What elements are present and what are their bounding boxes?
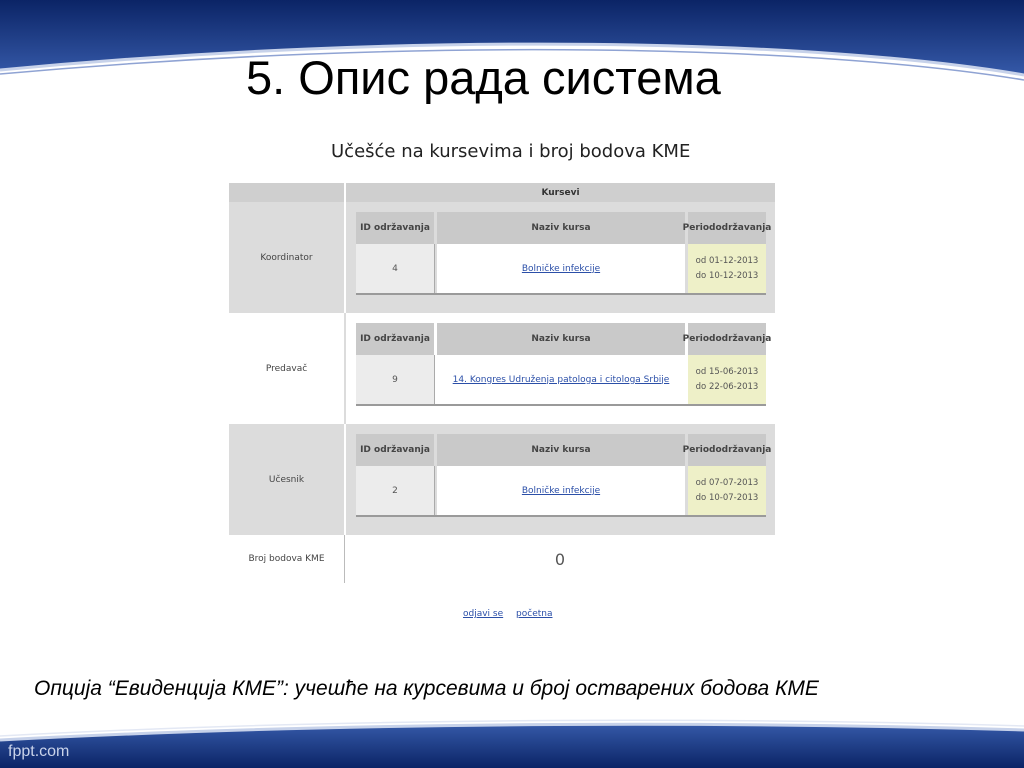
- course-table-header: [356, 323, 772, 355]
- role-row-lecturer: [229, 313, 775, 424]
- course-name-cell: [437, 244, 685, 293]
- course-table-header: [356, 434, 772, 466]
- role-label: Koordinator: [229, 202, 346, 313]
- period-header-line: Period: [682, 222, 716, 233]
- points-value: 0: [554, 549, 566, 569]
- points-label: Broj bodova KME: [229, 535, 345, 583]
- course-table: [356, 212, 772, 295]
- period-header-line: Period: [682, 444, 716, 455]
- course-id: 2: [356, 466, 435, 515]
- points-row: [229, 535, 775, 583]
- kme-table: [229, 183, 775, 583]
- table-row: [356, 244, 766, 295]
- role-label: Učesnik: [229, 424, 346, 535]
- course-name-cell: [437, 466, 685, 515]
- role-label: Predavač: [229, 313, 346, 424]
- role-row-participant: [229, 424, 775, 535]
- course-link[interactable]: 14. Kongres Udruženja patologa i citologa Srbije: [452, 374, 670, 385]
- course-link[interactable]: Bolničke infekcije: [521, 263, 601, 274]
- role-courses: [346, 202, 775, 313]
- period-header-line: održavanja: [715, 333, 772, 344]
- period-header-line: održavanja: [715, 222, 772, 233]
- course-table: [356, 434, 772, 517]
- role-courses: [346, 313, 775, 424]
- period-column-header: [682, 323, 772, 355]
- period-from: od 07-07-2013: [695, 477, 759, 488]
- period-to: do 22-06-2013: [695, 381, 759, 392]
- name-column-header: Naziv kursa: [437, 434, 685, 466]
- slide-title: 5. Опис рада система: [246, 51, 721, 104]
- header-empty-cell: [229, 183, 346, 202]
- id-column-header: ID održavanja: [356, 323, 434, 355]
- name-column-header: Naziv kursa: [437, 323, 685, 355]
- period-column-header: [682, 434, 772, 466]
- courses-header: Kursevi: [346, 183, 775, 202]
- period-from: od 01-12-2013: [695, 255, 759, 266]
- course-link[interactable]: Bolničke infekcije: [521, 485, 601, 496]
- table-row: [356, 355, 766, 406]
- course-id: 9: [356, 355, 435, 404]
- table-header-row: [229, 183, 775, 202]
- course-name-cell: [437, 355, 685, 404]
- logout-link[interactable]: odjavi se: [463, 609, 504, 619]
- id-column-header: ID održavanja: [356, 212, 434, 244]
- period-from: od 15-06-2013: [695, 366, 759, 377]
- period-to: do 10-12-2013: [695, 270, 759, 281]
- period-header-line: Period: [682, 333, 716, 344]
- course-period: [688, 355, 766, 404]
- footer-links: [463, 609, 562, 619]
- page-heading: Učešće na kursevima i broj bodova KME: [331, 141, 691, 162]
- course-period: [688, 244, 766, 293]
- course-period: [688, 466, 766, 515]
- watermark-text: fppt.com: [8, 743, 70, 760]
- period-header-line: održavanja: [715, 444, 772, 455]
- period-to: do 10-07-2013: [695, 492, 759, 503]
- id-column-header: ID održavanja: [356, 434, 434, 466]
- home-link[interactable]: početna: [516, 609, 553, 619]
- bottom-decorative-band: [0, 700, 1024, 768]
- role-courses: [346, 424, 775, 535]
- slide-caption: Опција “Евиденција КМЕ”: учешће на курсевима и број остварених бодова КМЕ: [34, 677, 819, 700]
- course-table: [356, 323, 772, 406]
- table-row: [356, 466, 766, 517]
- name-column-header: Naziv kursa: [437, 212, 685, 244]
- course-id: 4: [356, 244, 435, 293]
- course-table-header: [356, 212, 772, 244]
- period-column-header: [682, 212, 772, 244]
- role-row-coordinator: [229, 202, 775, 313]
